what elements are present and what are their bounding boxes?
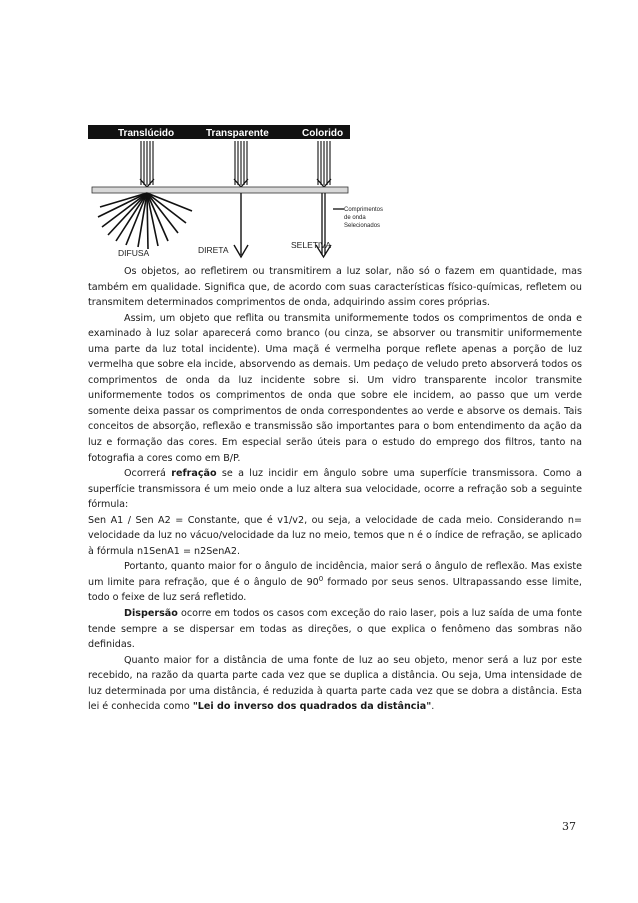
- body-text: [88, 264, 582, 715]
- term-dispersao: Dispersão: [124, 608, 178, 620]
- p6-post: ocorre em todos os casos com exceção do raio laser, pois a luz saída de uma fonte tende sempre a se dispersar em todas as direções, o que explica o fenômeno das sombras não definidas.: [88, 608, 582, 651]
- paragraph-5: [88, 559, 582, 606]
- p7-post: .: [431, 701, 435, 713]
- label-seletiva: SELETIVA: [291, 240, 331, 250]
- paragraph-2: Assim, um objeto que reflita ou transmita uniformemente todos os comprimentos de onda e examinado à luz solar aparecerá como branco (ou cinza, se absorver ou transmitir uniformemente uma parte da luz total incidente). Uma maçã é vermelha porque reflete apenas a porção de luz vermelha que sobre ela incide, absorvendo as demais. Um pedaço de veludo preto absorverá todos os comprimentos de onda da luz incidente sobre si. Um vidro transparente incolor transmite uniformemente todos os comprimentos de onda que sobre ele incidem, ao passo que um verde somente deixa passar os comprimentos de onda correspondentes ao verde e absorve os demais. Tais conceitos de absorção, reflexão e transmissão são importantes para o bom entendimento da ação da luz e formação das cores. Em especial serão úteis para o estudo do emprego dos filtros, tanto na fotografia a cores como em B/P.: [88, 312, 582, 464]
- direct-ray: [234, 193, 248, 257]
- header-translucido: Translúcido: [118, 128, 175, 139]
- paragraph-6: [88, 606, 582, 653]
- glass-plate: [92, 187, 348, 193]
- label-comprimentos: Comprimentos: [344, 207, 384, 213]
- light-transmission-figure: [88, 125, 384, 260]
- incident-rays-colorido: [317, 141, 331, 187]
- paragraph-formula: Sen A1 / Sen A2 = Constante, que é v1/v2, ou seja, a velocidade de cada meio. Considerando n= velocidade da luz no vácuo/velocidade da luz no meio, temos que n é o índice de refração, se aplicado à fórmula n1SenA1 = n2SenA2.: [88, 514, 582, 557]
- degree-superscript: 0: [318, 574, 324, 583]
- header-colorido: Colorido: [302, 128, 344, 139]
- law-name: "Lei do inverso dos quadrados da distância": [192, 701, 432, 713]
- label-difusa: DIFUSA: [118, 248, 150, 258]
- p5-pre: Portanto, quanto maior for o ângulo de incidência, maior será o ângulo de reflexão. Mas existe um limite para refração, que é o ângulo de 90: [88, 561, 582, 588]
- paragraph-1: Os objetos, ao refletirem ou transmitirem a luz solar, não só o fazem em quantidade, mas também em qualidade. Significa que, de acordo com suas características físico-químicas, refletem ou transmitem determinados comprimentos de onda, adquirindo assim cores próprias.: [88, 266, 582, 309]
- label-direta: DIRETA: [198, 245, 229, 255]
- label-de-onda: de onda: [344, 215, 366, 221]
- p5-post: formado por seus senos. Ultrapassando esse limite, todo o feixe de luz será refletido.: [88, 576, 582, 604]
- page-number: 37: [562, 820, 576, 833]
- header-transparente: Transparente: [206, 128, 269, 139]
- p3-pre: Ocorrerá: [124, 468, 172, 480]
- incident-rays-transparente: [234, 141, 248, 187]
- paragraph-7: [88, 653, 582, 715]
- incident-rays-translucido: [140, 141, 154, 187]
- p3-post: se a luz incidir em ângulo sobre uma superfície transmissora. Como a superfície transmissora é um meio onde a luz altera sua velocidade, ocorre a refração sob a seguinte fórmula:: [88, 468, 582, 511]
- term-refracao: refração: [171, 468, 217, 480]
- label-selecionados: Selecionados: [344, 223, 381, 229]
- diffuse-rays: [98, 193, 192, 249]
- p7-pre: Quanto maior for a distância de uma fonte de luz ao seu objeto, menor será a luz por este recebido, na razão da quarta parte cada vez que se duplica a distância. Ou seja, Uma intensidade de luz determinada por uma distância, é reduzida à quarta parte cada vez que se dobra a distância. Esta lei é conhecida como: [88, 654, 582, 713]
- paragraph-3: [88, 466, 582, 513]
